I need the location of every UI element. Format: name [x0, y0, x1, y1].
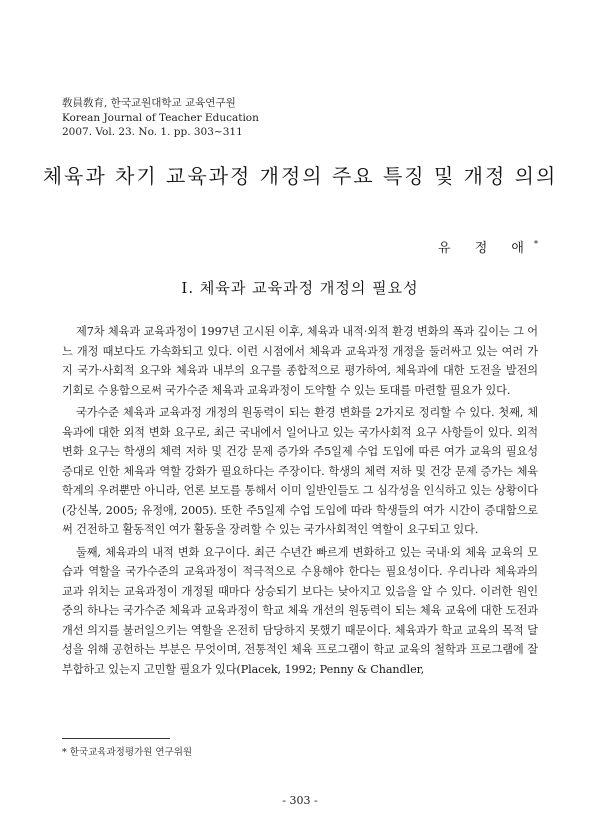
journal-citation: [62, 96, 259, 140]
footnote-divider: [62, 738, 170, 739]
journal-name-korean: 敎員敎育, 한국교원대학교 교육연구원: [62, 97, 236, 109]
page-number: - 303 -: [282, 794, 318, 807]
paragraph-3: 둘째, 체육과의 내적 변화 요구이다. 최근 수년간 빠르게 변화하고 있는 국내·외 체육 교육의 모습과 역할을 국가수준의 교육과정이 적극적으로 수용해야 한다는 필요성이다. 우리나라 체육과의 교과 위치는 교육과정이 개정될 때마다 상승되기 보다는 낮아지고 있음을 알 수 있다. 이러한 원인 중의 하나는 국가수준 체육과 교육과정이 학교 체육 개선의 원동력이 되는 체육 교육에 대한 도전과 개선 의지를 불러일으키는 역할을 온전히 담당하지 못했기 때문이다. 체육과가 학교 교육의 목적 달성을 위해 공헌하는 부분은 무엇이며, 전통적인 체육 프로그램이 학교 교육의 철학과 프로그램에 잘 부합하고 있는지 고민할 필요가 있다(Placek, 1992; Penny & Chandler,: [62, 545, 538, 676]
paragraph-1: 제7차 체육과 교육과정이 1997년 고시된 이후, 체육과 내적·외적 환경 변화의 폭과 깊이는 그 어느 개정 때보다도 가속화되고 있다. 이런 시점에서 체육과 교육과정 개정을 둘러싸고 있는 여러 가지 국가·사회적 요구와 체육과 내부의 요구를 종합적으로 평가하여, 체육과에 대한 도전을 발전의 기회로 수용함으로써 국가수준 체육과 교육과정이 도약할 수 있는 토대를 마련할 필요가 있다.: [62, 325, 538, 397]
author: [438, 237, 538, 256]
body-text: [62, 322, 538, 682]
paper-title: 체육과 차기 교육과정 개정의 주요 특징 및 개정 의의: [42, 164, 558, 188]
paragraph-2: 국가수준 체육과 교육과정 개정의 원동력이 되는 환경 변화를 2가지로 정리할 수 있다. 첫째, 체육과에 대한 외적 변화 요구로, 최근 국내에서 일어나고 있는 국가사회적 요구 사항들이 있다. 외적 변화 요구는 학생의 체력 저하 및 건강 문제 증가와 주5일제 수업 도입에 따른 여가 교육의 필요성 증대로 인한 체육과 역할 강화가 필요하다는 주장이다. 학생의 체력 저하 및 건강 문제 증가는 체육학계의 우려뿐만 아니라, 언론 보도를 통해서 이미 일반인들도 그 심각성을 인식하고 있는 상황이다(강신복, 2005; 유정애, 2005). 또한 주5일제 수업 도입에 따라 학생들의 여가 시간이 증대함으로써 건전하고 활동적인 여가 활동을 장려할 수 있는 국가사회적인 역할이 요구되고 있다.: [62, 406, 538, 536]
footnote: * 한국교육과정평가원 연구위원: [62, 747, 193, 758]
author-name: 유 정 애: [438, 241, 534, 256]
journal-volume-pages: 2007. Vol. 23. No. 1. pp. 303~311: [62, 126, 243, 138]
author-footnote-mark: *: [534, 239, 538, 249]
section-heading: Ⅰ. 체육과 교육과정 개정의 필요성: [181, 279, 419, 297]
journal-name-english: Korean Journal of Teacher Education: [62, 111, 259, 124]
